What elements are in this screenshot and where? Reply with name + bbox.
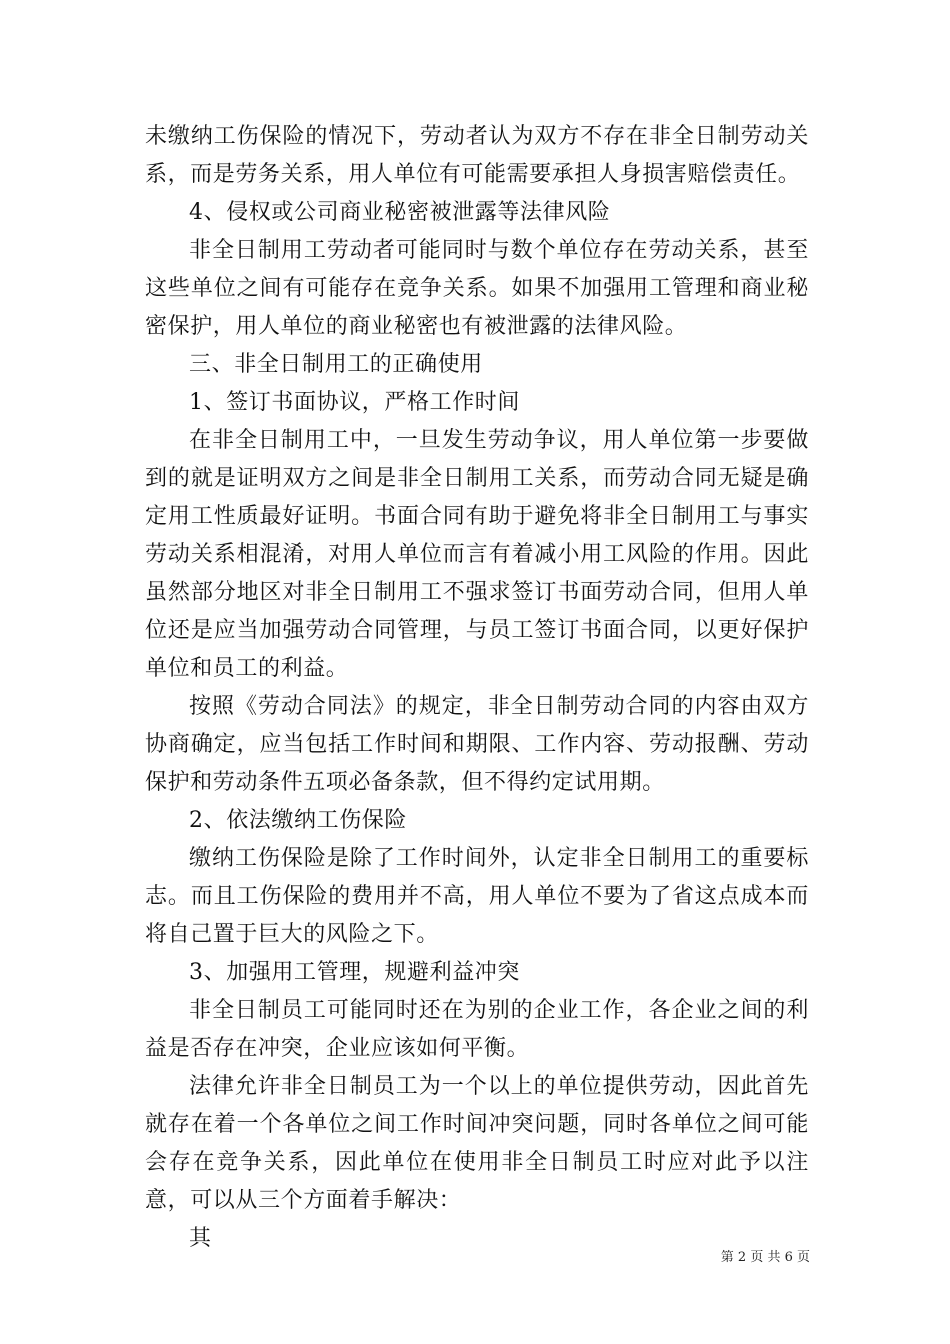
section-heading-1: 1、签订书面协议，严格工作时间 <box>189 390 520 415</box>
section-heading-4: 4、侵权或公司商业秘密被泄露等法律风险 <box>189 200 611 225</box>
section-heading-3: 3、加强用工管理，规避利益冲突 <box>189 960 520 985</box>
paragraph-9: 缴纳工伤保险是除了工作时间外，认定非全日制用工的重要标志。而且工伤保险的费用并不高，用人单位不要为了省这点成本而将自己置于巨大的风险之下。 <box>145 846 809 947</box>
paragraph-1: 未缴纳工伤保险的情况下，劳动者认为双方不存在非全日制劳动关系，而是劳务关系，用人单位有可能需要承担人身损害赔偿责任。 <box>145 124 809 187</box>
page-number-footer: 第 2 页 共 6 页 <box>720 1250 810 1265</box>
paragraph-12: 法律允许非全日制员工为一个以上的单位提供劳动，因此首先就存在着一个各单位之间工作时间冲突问题，同时各单位之间可能会存在竞争关系，因此单位在使用非全日制员工时应对此予以注意，可以从三个方面着手解决： <box>145 1074 809 1213</box>
paragraph-6: 在非全日制用工中，一旦发生劳动争议，用人单位第一步要做到的就是证明双方之间是非全日制用工关系，而劳动合同无疑是确定用工性质最好证明。书面合同有助于避免将非全日制用工与事实劳动关系相混淆，对用人单位而言有着减小用工风险的作用。因此虽然部分地区对非全日制用工不强求签订书面劳动合同，但用人单位还是应当加强劳动合同管理，与员工签订书面合同，以更好保护单位和员工的利益。 <box>145 428 809 681</box>
section-heading-2: 2、依法缴纳工伤保险 <box>189 808 407 833</box>
paragraph-3: 非全日制用工劳动者可能同时与数个单位存在劳动关系，甚至这些单位之间有可能存在竞争关系。如果不加强用工管理和商业秘密保护，用人单位的商业秘密也有被泄露的法律风险。 <box>145 238 809 339</box>
document-body <box>145 118 809 1258</box>
paragraph-7: 按照《劳动合同法》的规定，非全日制劳动合同的内容由双方协商确定，应当包括工作时间和期限、工作内容、劳动报酬、劳动保护和劳动条件五项必备条款，但不得约定试用期。 <box>145 694 809 795</box>
paragraph-11: 非全日制员工可能同时还在为别的企业工作，各企业之间的利益是否存在冲突，企业应该如何平衡。 <box>145 998 809 1061</box>
chapter-heading-3: 三、非全日制用工的正确使用 <box>189 352 483 377</box>
paragraph-13: 其 <box>189 1226 212 1251</box>
